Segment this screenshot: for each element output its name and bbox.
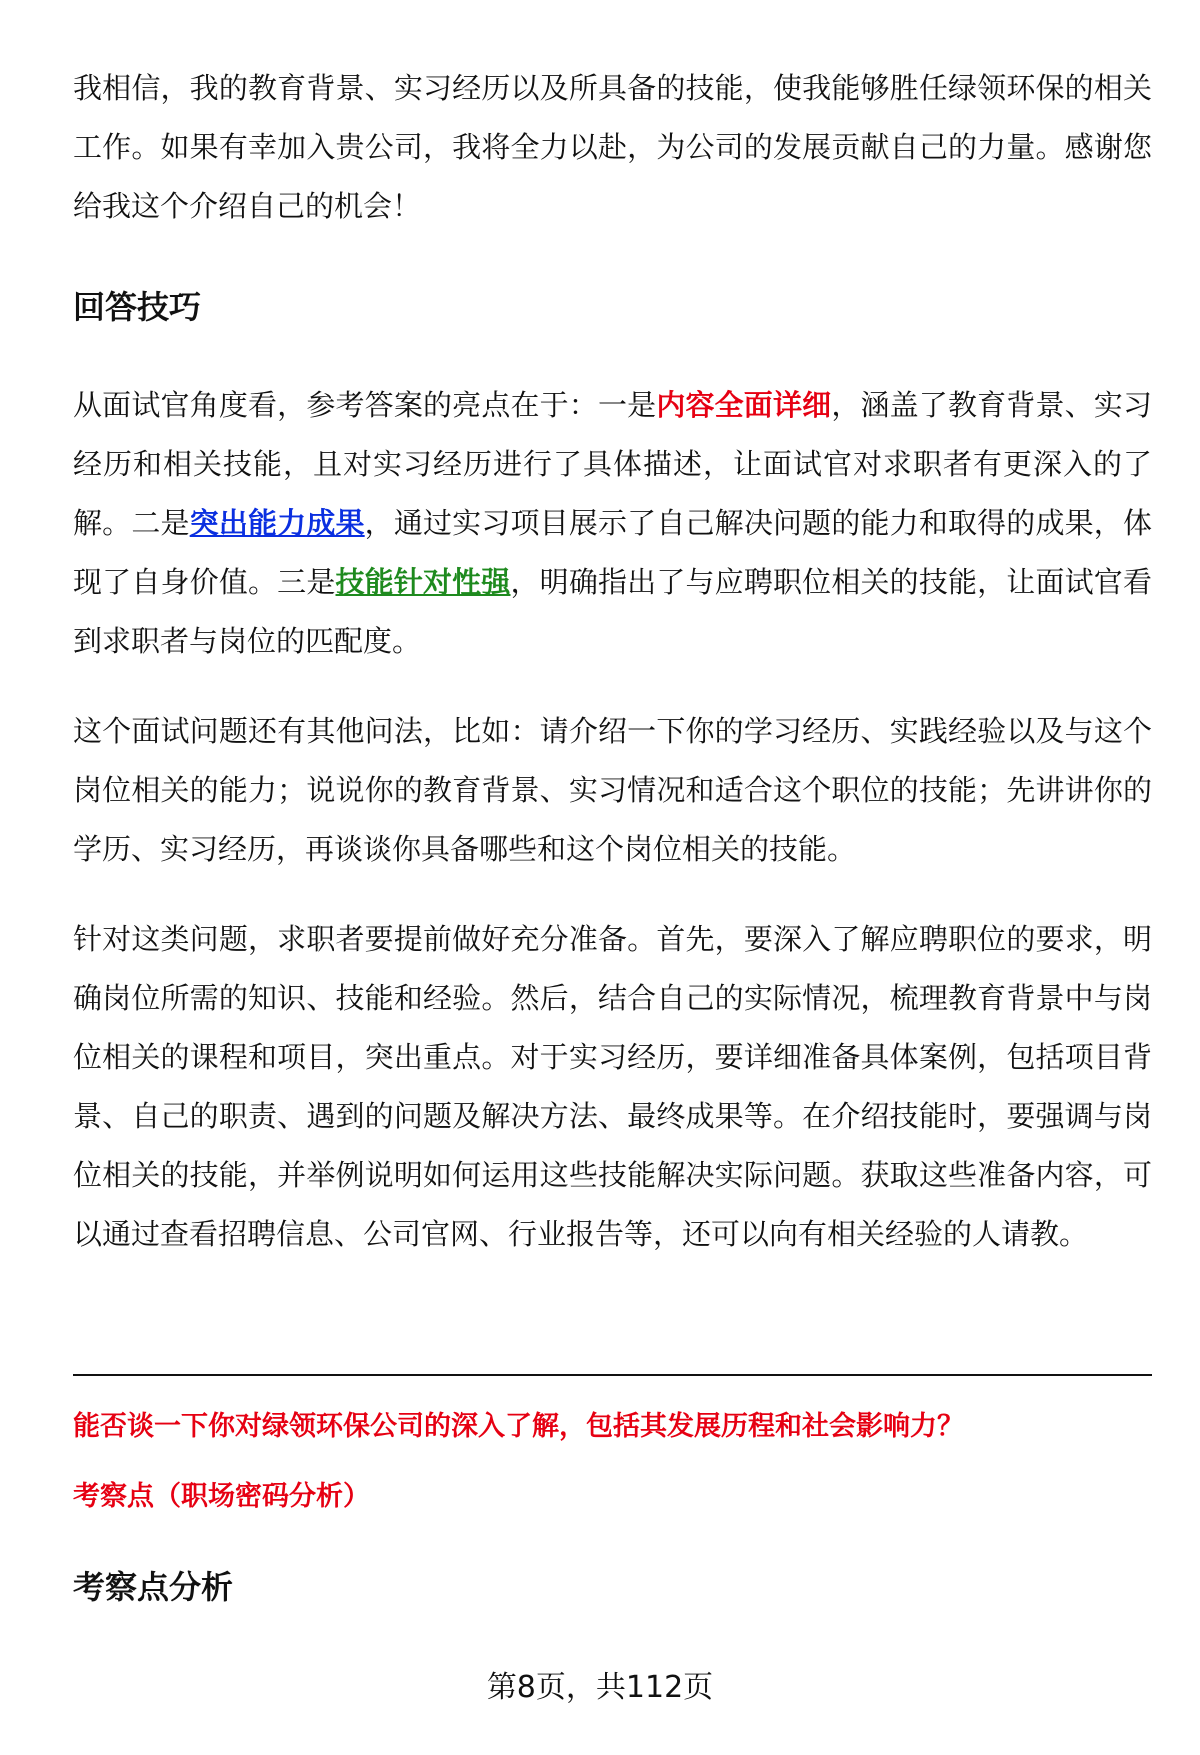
tips-text-1: 从面试官角度看，参考答案的亮点在于：一是 [73, 388, 657, 422]
tips-heading: 回答技巧 [73, 288, 202, 326]
next-question: 能否谈一下你对绿领环保公司的深入了解，包括其发展历程和社会影响力？ [73, 1411, 964, 1442]
intro-closing-paragraph: 我相信，我的教育背景、实习经历以及所具备的技能，使我能够胜任绿领环保的相关工作。如果有幸加入贵公司，我将全力以赴，为公司的发展贡献自己的力量。感谢您给我这个介绍自己的机会！ [73, 71, 1152, 223]
tips-text-3: ，通过实习项目展示了自己解决问题的能力和取得的成果，体现了自身价值。三是 [73, 506, 1152, 599]
page-number: 第8页，共112页 [486, 1670, 714, 1705]
highlight-achievements: 突出能力成果 [189, 506, 365, 540]
alt-questions-paragraph: 这个面试问题还有其他问法，比如：请介绍一下你的学习经历、实践经验以及与这个岗位相关的能力；说说你的教育背景、实习情况和适合这个职位的技能；先讲讲你的学历、实习经历，再谈谈你具备哪些和这个岗位相关的技能。 [73, 714, 1152, 866]
tips-paragraph [73, 376, 1152, 671]
tips-text-2: ，涵盖了教育背景、实习经历和相关技能，且对实习经历进行了具体描述，让面试官对求职者有更深入的了解。二是 [73, 388, 1152, 540]
exam-point-label: 考察点（职场密码分析） [73, 1481, 370, 1512]
tips-text-4: ，明确指出了与应聘职位相关的技能，让面试官看到求职者与岗位的匹配度。 [73, 565, 1152, 658]
analysis-heading: 考察点分析 [73, 1568, 234, 1606]
section-divider [73, 1374, 1152, 1376]
highlight-comprehensive: 内容全面详细 [656, 388, 832, 422]
preparation-paragraph: 针对这类问题，求职者要提前做好充分准备。首先，要深入了解应聘职位的要求，明确岗位所需的知识、技能和经验。然后，结合自己的实际情况，梳理教育背景中与岗位相关的课程和项目，突出重点。对于实习经历，要详细准备具体案例，包括项目背景、自己的职责、遇到的问题及解决方法、最终成果等。在介绍技能时，要强调与岗位相关的技能，并举例说明如何运用这些技能解决实际问题。获取这些准备内容，可以通过查看招聘信息、公司官网、行业报告等，还可以向有相关经验的人请教。 [73, 922, 1152, 1251]
highlight-skills: 技能针对性强 [335, 565, 511, 599]
